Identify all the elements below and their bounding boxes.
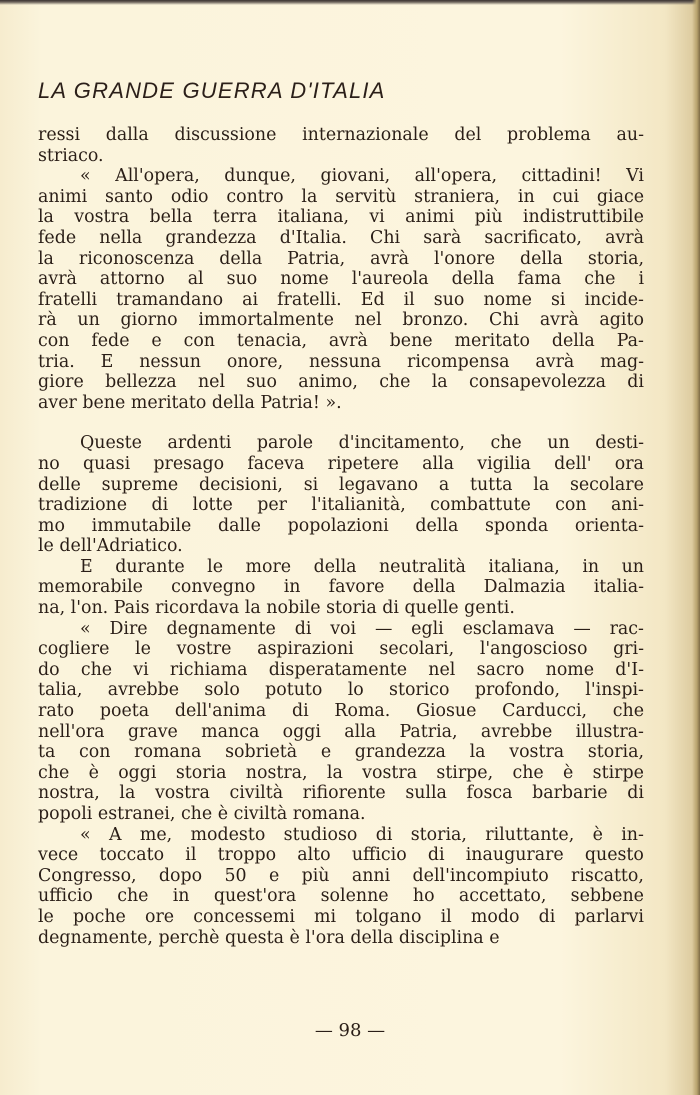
- text-line: la riconoscenza della Patria, avrà l'onore della storia,: [38, 248, 644, 269]
- text-line: la vostra bella terra italiana, vi animi più indistruttibile: [38, 207, 644, 228]
- page-number: — 98 —: [314, 1020, 386, 1041]
- text-line: ta con romana sobrietà e grandezza la vostra storia,: [38, 742, 644, 763]
- text-line: cogliere le vostre aspirazioni secolari, l'angoscioso gri-: [38, 639, 644, 660]
- text-line: mo immutabile dalle popolazioni della sponda orienta-: [38, 515, 644, 536]
- text-line: giore bellezza nel suo animo, che la consapevolezza di: [38, 372, 644, 393]
- text-line: ressi dalla discussione internazionale del problema au-: [38, 125, 644, 145]
- running-header: LA GRANDE GUERRA D'ITALIA: [38, 78, 386, 103]
- text-line: no quasi presago faceva ripetere alla vigilia dell' ora: [38, 453, 644, 474]
- text-line: E durante le more della neutralità italiana, in un: [80, 556, 644, 577]
- text-line: Congresso, dopo 50 e più anni dell'incompiuto riscatto,: [38, 865, 644, 886]
- text-line: aver bene meritato della Patria! ».: [38, 392, 342, 413]
- paragraph: [38, 557, 644, 619]
- text-line: « All'opera, dunque, giovani, all'opera, cittadini! Vi: [80, 166, 644, 187]
- paragraph: [38, 619, 644, 825]
- text-line: le dell'Adriatico.: [38, 536, 183, 557]
- body-text: [38, 125, 644, 948]
- text-line: na, l'on. Pais ricordava la nobile storia di quelle genti.: [38, 598, 515, 619]
- text-line: nell'ora grave manca oggi alla Patria, avrebbe illustra-: [38, 721, 644, 742]
- paragraph: [38, 125, 644, 166]
- text-line: Queste ardenti parole d'incitamento, che un desti-: [80, 433, 644, 454]
- text-line: fede nella grandezza d'Italia. Chi sarà sacrificato, avrà: [38, 227, 644, 248]
- text-line: rà un giorno immortalmente nel bronzo. Chi avrà agito: [38, 310, 644, 331]
- text-line: tria. E nessun onore, nessuna ricompensa avrà mag-: [38, 351, 644, 372]
- page-right-edge: [692, 0, 700, 1095]
- text-line: striaco.: [38, 145, 104, 166]
- paragraph: [38, 825, 644, 949]
- text-line: degnamente, perchè questa è l'ora della disciplina e: [38, 927, 500, 948]
- text-line: fratelli tramandano ai fratelli. Ed il suo nome si incide-: [38, 289, 644, 310]
- text-line: animi santo odio contro la servitù straniera, in cui giace: [38, 186, 644, 207]
- text-line: tradizione di lotte per l'italianità, combattute con ani-: [38, 495, 644, 516]
- text-line: « Dire degnamente di voi — egli esclamava — rac-: [80, 618, 644, 639]
- text-line: delle supreme decisioni, si legavano a tutta la secolare: [38, 474, 644, 495]
- paragraph: [38, 433, 644, 557]
- paragraph: [38, 166, 644, 413]
- text-line: ufficio che in quest'ora solenne ho accettato, sebbene: [38, 886, 644, 907]
- page-top-edge: [0, 0, 700, 5]
- text-line: le poche ore concessemi mi tolgano il modo di parlarvi: [38, 906, 644, 927]
- text-line: nostra, la vostra civiltà rifiorente sulla fosca barbarie di: [38, 783, 644, 804]
- text-line: popoli estranei, che è civiltà romana.: [38, 804, 366, 824]
- text-line: « A me, modesto studioso di storia, riluttante, è in-: [80, 824, 644, 845]
- text-line: che è oggi storia nostra, la vostra stirpe, che è stirpe: [38, 762, 644, 783]
- text-line: rato poeta dell'anima di Roma. Giosue Carducci, che: [38, 701, 644, 722]
- paragraph-gap: [38, 413, 644, 433]
- text-line: memorabile convegno in favore della Dalmazia italia-: [38, 577, 644, 598]
- text-line: avrà attorno al suo nome l'aureola della fama che i: [38, 269, 644, 290]
- text-line: talia, avrebbe solo potuto lo storico profondo, l'inspi-: [38, 680, 644, 701]
- text-line: do che vi richiama disperatamente nel sacro nome d'I-: [38, 659, 644, 680]
- text-line: vece toccato il troppo alto ufficio di inaugurare questo: [38, 845, 644, 866]
- text-line: con fede e con tenacia, avrà bene meritato della Pa-: [38, 330, 644, 351]
